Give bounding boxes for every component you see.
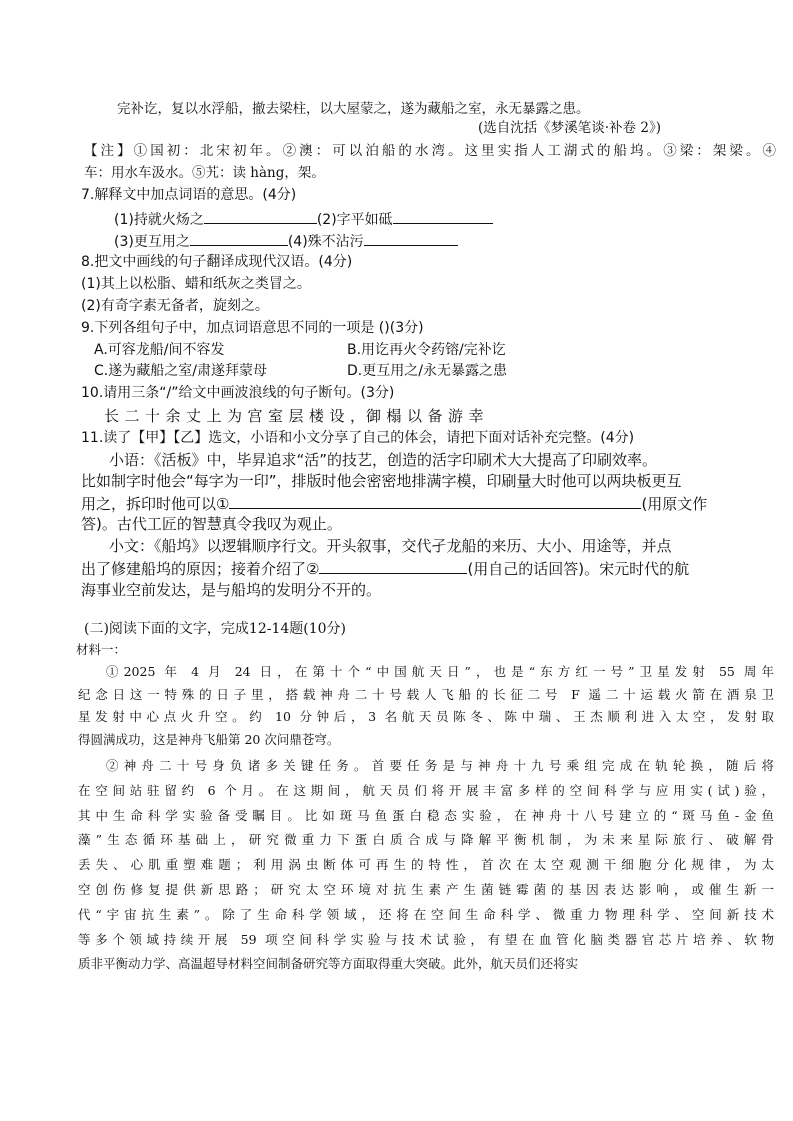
paragraph-line: ①2025 年 4 月 24 日，在第十个“中国航天日”，也是“东方红一号”卫星发射 55 周年 bbox=[106, 664, 774, 679]
paragraph-line: 星发射中心点火升空。约 10 分钟后，3 名航天员陈冬、陈中瑞、王杰顺利进入太空，发射取 bbox=[78, 709, 774, 725]
q11-stem: 11.读了【甲】【乙】选文，小语和小文分享了自己的体会，请把下面对话补充完整。(4分) bbox=[81, 430, 635, 446]
q11-dialogue-line: 答)。古代工匠的智慧真令我叹为观止。 bbox=[81, 515, 342, 533]
answer-blank[interactable] bbox=[393, 209, 493, 224]
paragraph-line: 丢失、心肌重塑难题；利用涡虫断体可再生的特性，首次在太空观测干细胞分化规律，为太 bbox=[78, 857, 774, 873]
q7-item-4: (4)殊不沾污 bbox=[287, 234, 364, 250]
q7-row-2 bbox=[114, 231, 458, 251]
paragraph-line: 质非平衡动力学、高温超导材料空间制备研究等方面取得重大突破。此外，航天员们还将实 bbox=[78, 956, 579, 972]
q9-stem: 9.下列各组句子中，加点词语意思不同的一项是 ()(3分) bbox=[81, 320, 424, 336]
answer-blank[interactable] bbox=[364, 231, 458, 246]
section-heading: (二)阅读下面的文字，完成12-14题(10分) bbox=[84, 621, 347, 637]
q11-dialogue-line: 小文：《船坞》以逻辑顺序行文。开头叙事，交代孑龙船的来历、大小、用途等，并点 bbox=[109, 537, 672, 555]
answer-blank-2[interactable] bbox=[319, 559, 467, 574]
paragraph-line: 藻”生态循环基础上，研究微重力下蛋白质合成与降解平衡机制，为未来星际旅行、破解骨 bbox=[78, 832, 774, 848]
answer-blank-1[interactable] bbox=[229, 494, 641, 509]
q10-stem: 10.请用三条“/”给文中画波浪线的句子断句。(3分) bbox=[81, 385, 395, 401]
paragraph-line: 在空间站驻留约 6 个月。在这期间，航天员们将开展丰富多样的空间科学与应用实(试)验， bbox=[78, 782, 774, 798]
paragraph-line: ②神舟二十号身负诸多关键任务。首要任务是与神舟十九号乘组完成在轨轮换，随后将 bbox=[106, 758, 774, 773]
q9-option-c: C.遂为藏船之室/肃遂拜蒙母 bbox=[94, 363, 267, 379]
q9-option-d: D.更互用之/永无暴露之患 bbox=[347, 363, 507, 379]
paragraph-line: 其中生命科学实验备受瞩目。比如斑马鱼蛋白稳态实验，在神舟十八号建立的“斑马鱼-金鱼 bbox=[78, 807, 774, 823]
answer-blank[interactable] bbox=[204, 209, 317, 224]
q11-dialogue-line: 出了修建船坞的原因；接着介绍了② (用自己的话回答)。宋元时代的航 bbox=[81, 560, 690, 578]
note-line-2: 车：用水车汲水。⑤艽：读 hàng，架。 bbox=[84, 165, 325, 181]
paragraph-line: 等多个领域持续开展 59 项空间科学实验与技术试验，有望在血管化脑类器官芯片培养、软物 bbox=[78, 931, 774, 947]
q7-item-2: (2)字平如砥 bbox=[316, 212, 393, 228]
q11-dialogue-line: 用之，拆印时他可以① (用原文作 bbox=[81, 495, 708, 513]
note-line-1: 【注】①国初：北宋初年。②澳：可以泊船的水湾。这里实指人工湖式的船坞。③梁：架梁。④ bbox=[84, 143, 776, 159]
q9-option-a: A.可容龙船/间不容发 bbox=[94, 342, 225, 358]
q7-stem: 7.解释文中加点词语的意思。(4分) bbox=[81, 187, 297, 203]
paragraph-line: 得圆满成功，这是神舟飞船第 20 次问鼎苍穹。 bbox=[78, 732, 340, 748]
q7-item-1: (1)持就火炀之 bbox=[114, 212, 204, 228]
passage-line: 完补讫，复以水浮船，撤去梁柱，以大屋蒙之，遂为藏船之室，永无暴露之患。 bbox=[117, 101, 590, 117]
q11-dialogue-line: 小语：《活板》中，毕昇追求“活”的技艺，创造的活字印刷术大大提高了印刷效率。 bbox=[109, 451, 658, 469]
paragraph-line: 纪念日这一特殊的日子里，搭载神舟二十号载人飞船的长征二号 F 遥二十运载火箭在酒泉卫 bbox=[78, 686, 774, 702]
material-label: 材料一： bbox=[76, 642, 127, 657]
q10-sentence: 长二十余丈上为宫室层楼设，御榻以备游幸 bbox=[104, 407, 490, 425]
q7-row-1 bbox=[114, 209, 493, 229]
q8-sentence-1: (1)其上以松脂、蜡和纸灰之类冒之。 bbox=[81, 276, 311, 292]
answer-blank[interactable] bbox=[190, 231, 288, 246]
q11-dialogue-line: 海事业空前发达，是与船坞的发明分不开的。 bbox=[81, 581, 382, 599]
passage-source: (选自沈括《梦溪笔谈·补卷 2》) bbox=[478, 120, 661, 136]
q7-item-3: (3)更互用之 bbox=[114, 234, 190, 250]
q9-option-b: B.用讫再火令药镕/完补讫 bbox=[347, 342, 506, 358]
paragraph-line: 代“宇宙抗生素”。除了生命科学领域，还将在空间生命科学、微重力物理科学、空间新技术 bbox=[78, 906, 774, 922]
q8-sentence-2: (2)有奇字素无备者，旋刻之。 bbox=[81, 298, 269, 314]
q8-stem: 8.把文中画线的句子翻译成现代汉语。(4分) bbox=[81, 254, 353, 270]
q11-dialogue-line: 比如制字时他会“每字为一印”，排版时他会密密地排满字模，印刷量大时他可以两块板更互 bbox=[81, 472, 682, 490]
paragraph-line: 空创伤修复提供新思路；研究太空环境对抗生素产生菌链霉菌的基因表达影响，或催生新一 bbox=[78, 882, 774, 897]
